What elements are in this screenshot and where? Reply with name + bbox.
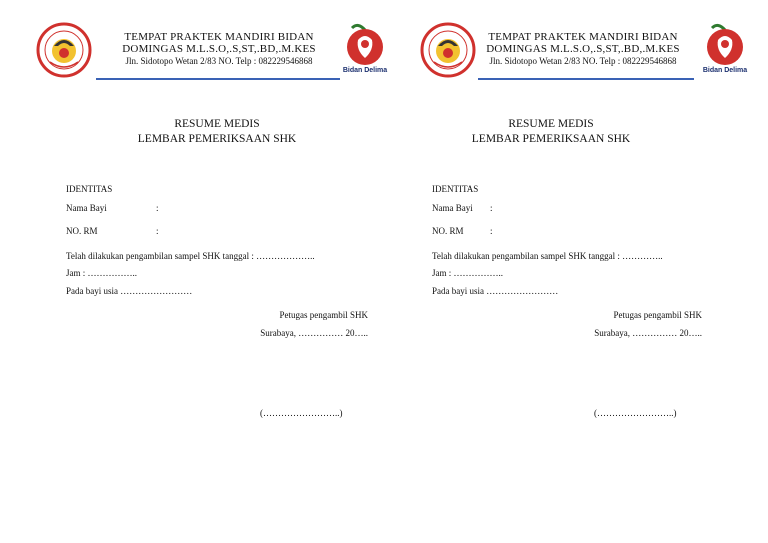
clinic-address: Jln. Sidotopo Wetan 2/83 NO. Telp : 082229546868 [125,56,313,66]
clinic-address: Jln. Sidotopo Wetan 2/83 NO. Telp : 082229546868 [489,56,677,66]
no-rm-label: NO. RM [66,226,98,236]
no-rm-colon: : [490,226,493,236]
clinic-header [476,31,690,67]
bidan-delima-logo-icon [702,20,748,78]
header-divider [478,78,694,80]
sampel-date-line: Telah dilakukan pengambilan sampel SHK tanggal : ……………….. [66,251,315,261]
svg-text:Bidan Delima: Bidan Delima [342,67,388,74]
midwife-name: DOMINGAS M.L.S.O,.S,ST,.BD,.M.KES [486,43,680,55]
clinic-name: TEMPAT PRAKTEK MANDIRI BIDAN [488,31,678,43]
signer-role: Petugas pengambil SHK [279,310,368,320]
signer-role: Petugas pengambil SHK [613,310,702,320]
title-line-2: LEMBAR PEMERIKSAAN SHK [471,133,631,145]
clinic-name: TEMPAT PRAKTEK MANDIRI BIDAN [124,31,314,43]
sampel-date-line: Telah dilakukan pengambilan sampel SHK tanggal : ………….. [432,251,663,261]
document-page-right [384,0,768,543]
signature-name-line: (……………………..) [260,408,343,418]
place-date: Surabaya, …………… 20….. [260,328,368,338]
nama-bayi-colon: : [490,203,493,213]
svg-text:Bidan Delima: Bidan Delima [702,67,748,74]
bidan-delima-logo-icon [342,20,388,78]
usia-line: Pada bayi usia …………………… [66,286,193,296]
jam-line: Jam : …………….. [66,268,137,278]
usia-line: Pada bayi usia …………………… [432,286,559,296]
place-date: Surabaya, …………… 20….. [594,328,702,338]
document-title [100,117,334,147]
midwife-name: DOMINGAS M.L.S.O,.S,ST,.BD,.M.KES [122,43,316,55]
ibi-logo-icon [36,22,92,78]
jam-line: Jam : …………….. [432,268,503,278]
header-divider [96,78,340,80]
no-rm-colon: : [156,226,159,236]
ibi-logo-icon [420,22,476,78]
title-line-2: LEMBAR PEMERIKSAAN SHK [137,133,297,145]
title-line-1: RESUME MEDIS [174,118,260,130]
nama-bayi-label: Nama Bayi [66,203,107,213]
title-line-1: RESUME MEDIS [508,118,594,130]
clinic-header [94,31,344,67]
identitas-label: IDENTITAS [432,184,479,194]
signature-name-line: (……………………..) [594,408,677,418]
identitas-label: IDENTITAS [66,184,113,194]
nama-bayi-label: Nama Bayi [432,203,473,213]
nama-bayi-colon: : [156,203,159,213]
document-title [434,117,668,147]
no-rm-label: NO. RM [432,226,464,236]
